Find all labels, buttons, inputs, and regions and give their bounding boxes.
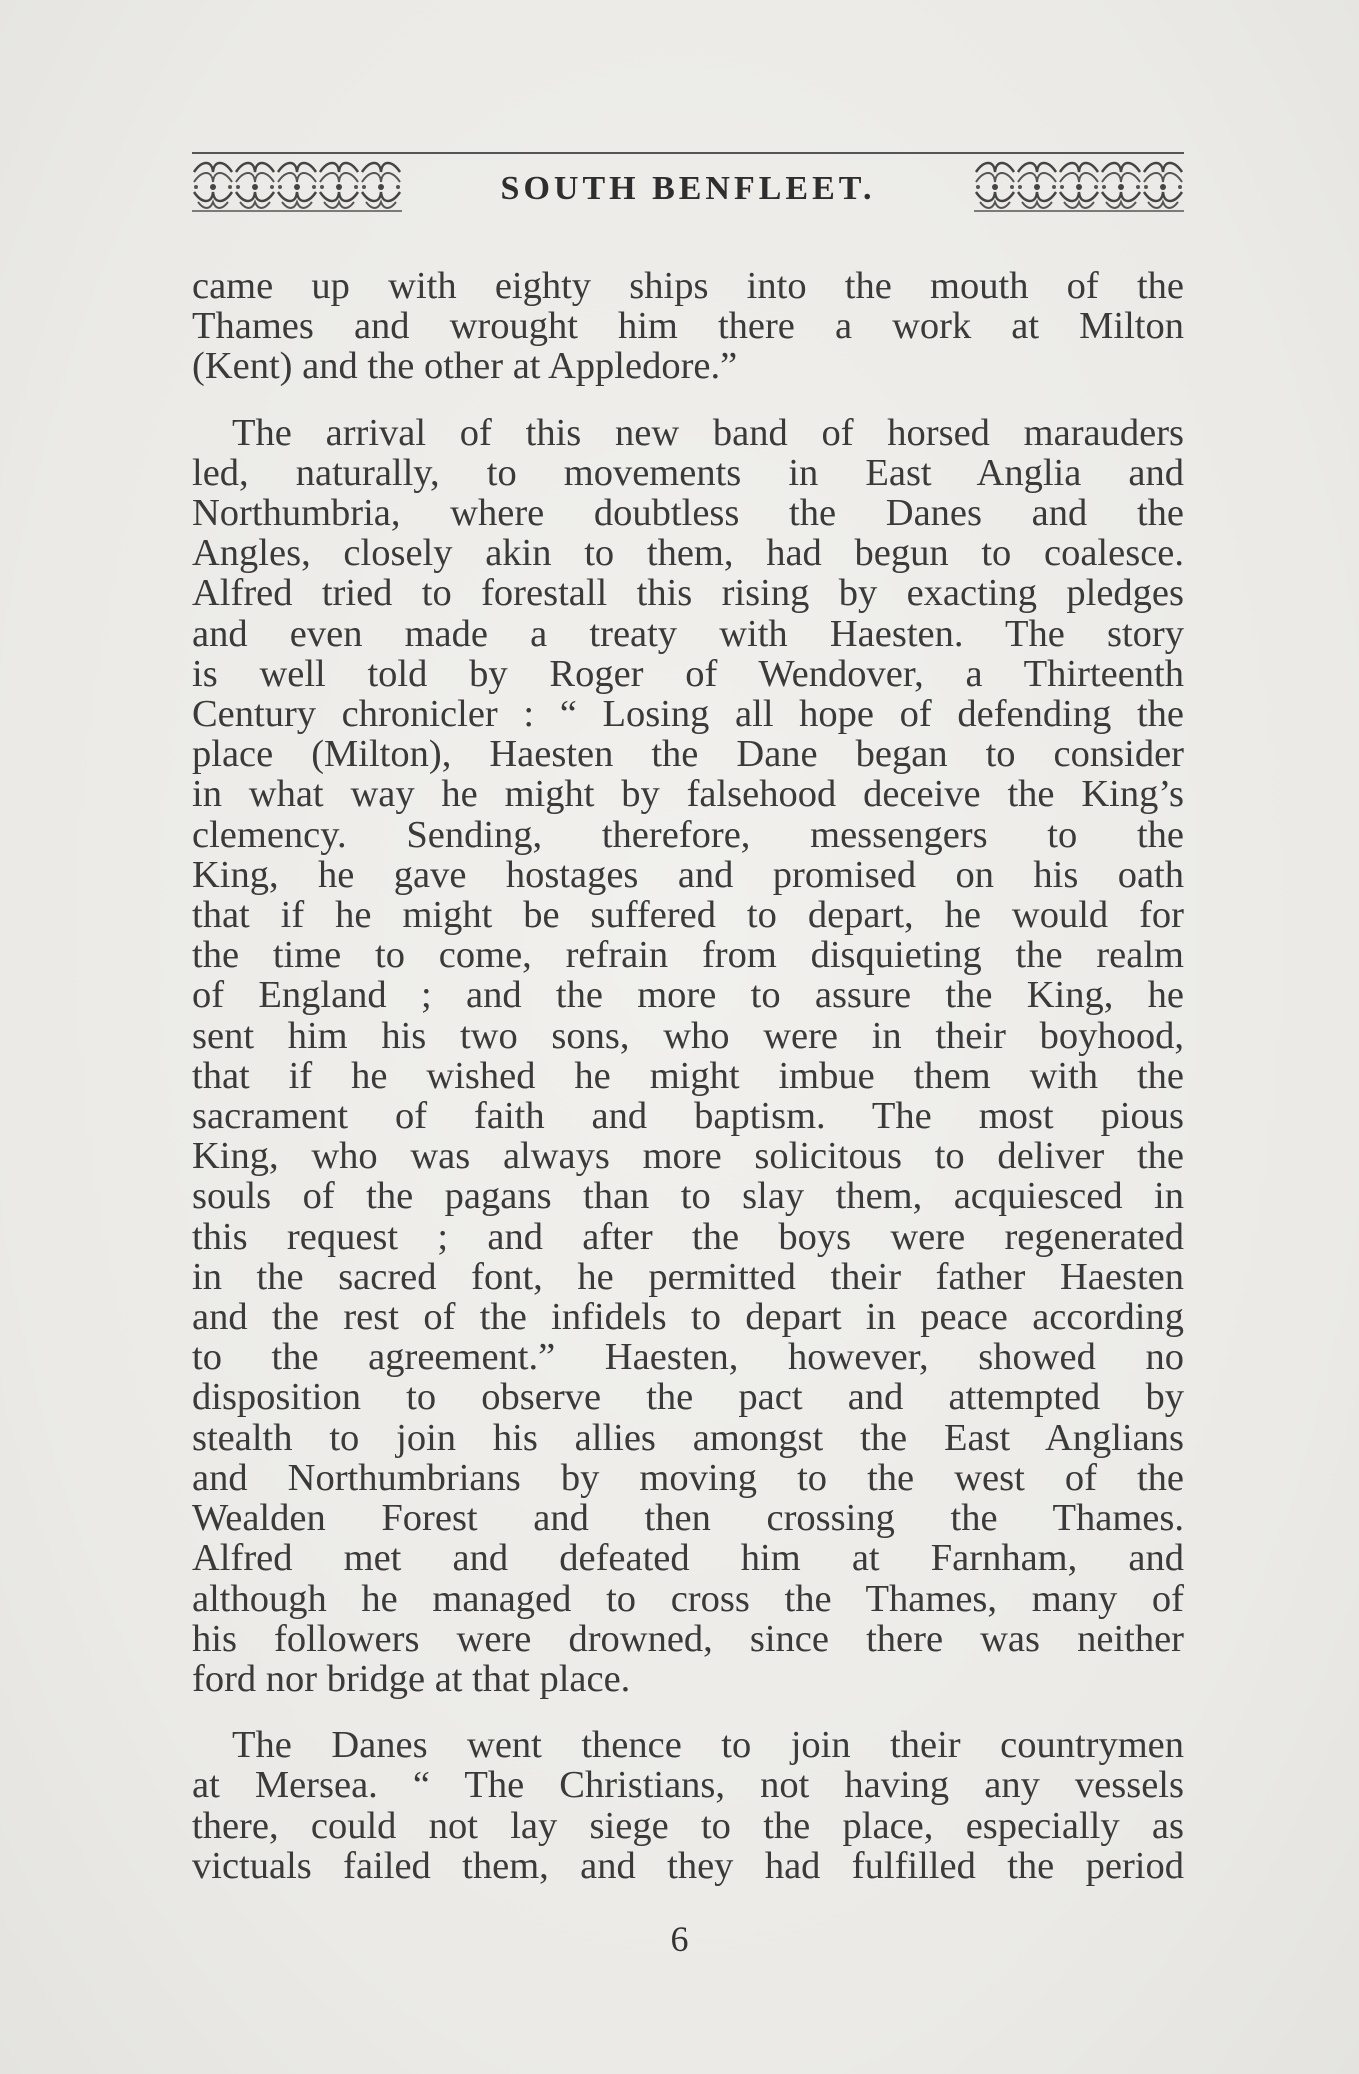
right-ornament-icon xyxy=(974,158,1184,212)
paragraph xyxy=(192,266,1184,387)
text-line: sacrament of faith and baptism. The most pious xyxy=(192,1095,1184,1138)
text-line: and the rest of the infidels to depart in peace according xyxy=(192,1296,1184,1339)
text-line: souls of the pagans than to slay them, acquiesced in xyxy=(192,1175,1184,1218)
left-ornament-icon xyxy=(192,158,402,212)
text-line: his followers were drowned, since there was neither xyxy=(192,1617,1184,1660)
body-text xyxy=(192,266,1184,1886)
text-line: Wealden Forest and then crossing the Thames. xyxy=(192,1497,1184,1540)
text-line: in what way he might by falsehood deceive the King’s xyxy=(192,773,1184,816)
text-line: and even made a treaty with Haesten. The story xyxy=(192,612,1184,655)
text-line: place (Milton), Haesten the Dane began to consider xyxy=(192,733,1184,776)
text-line: at Mersea. “ The Christians, not having any vessels xyxy=(192,1764,1184,1807)
page-number: 6 xyxy=(670,1919,689,1959)
text-line: the time to come, refrain from disquieting the realm xyxy=(192,934,1184,977)
text-line: led, naturally, to movements in East Anglia and xyxy=(192,451,1184,494)
text-line: The arrival of this new band of horsed marauders xyxy=(232,411,1184,454)
text-line: Angles, closely akin to them, had begun to coalesce. xyxy=(192,532,1184,575)
text-line: King, he gave hostages and promised on his oath xyxy=(192,853,1184,896)
paragraph xyxy=(192,413,1184,1700)
page-header xyxy=(192,152,1184,214)
text-line: and Northumbrians by moving to the west of the xyxy=(192,1456,1184,1499)
text-line: clemency. Sending, therefore, messengers to the xyxy=(192,813,1184,856)
text-line: Alfred met and defeated him at Farnham, and xyxy=(192,1537,1184,1580)
text-line: sent him his two sons, who were in their boyhood, xyxy=(192,1014,1184,1057)
text-line: disposition to observe the pact and attempted by xyxy=(192,1376,1184,1419)
text-line: Northumbria, where doubtless the Danes and the xyxy=(192,492,1184,535)
running-head: SOUTH BENFLEET. xyxy=(500,170,876,207)
text-line: Alfred tried to forestall this rising by exacting pledges xyxy=(192,572,1184,615)
text-line: King, who was always more solicitous to deliver the xyxy=(192,1135,1184,1178)
text-line: ford nor bridge at that place. xyxy=(192,1657,631,1700)
text-line: there, could not lay siege to the place, especially as xyxy=(192,1804,1184,1847)
text-line: (Kent) and the other at Appledore.” xyxy=(192,345,738,388)
text-line: in the sacred font, he permitted their father Haesten xyxy=(192,1255,1184,1298)
text-line: to the agreement.” Haesten, however, showed no xyxy=(192,1336,1184,1379)
text-line: although he managed to cross the Thames, many of xyxy=(192,1577,1184,1620)
text-line: of England ; and the more to assure the King, he xyxy=(192,974,1184,1017)
text-line: Thames and wrought him there a work at Milton xyxy=(192,305,1184,348)
text-line: victuals failed them, and they had fulfilled the period xyxy=(192,1844,1184,1887)
paragraph xyxy=(192,1725,1184,1886)
text-line: came up with eighty ships into the mouth of the xyxy=(192,265,1184,307)
text-line: Century chronicler : “ Losing all hope of defending the xyxy=(192,693,1184,736)
text-line: stealth to join his allies amongst the East Anglians xyxy=(192,1416,1184,1459)
text-line: that if he wished he might imbue them with the xyxy=(192,1054,1184,1097)
header-rule xyxy=(192,152,1184,154)
text-line: The Danes went thence to join their countrymen xyxy=(232,1724,1184,1767)
text-line: is well told by Roger of Wendover, a Thirteenth xyxy=(192,652,1184,695)
text-line: this request ; and after the boys were regenerated xyxy=(192,1215,1184,1258)
text-line: that if he might be suffered to depart, he would for xyxy=(192,894,1184,937)
